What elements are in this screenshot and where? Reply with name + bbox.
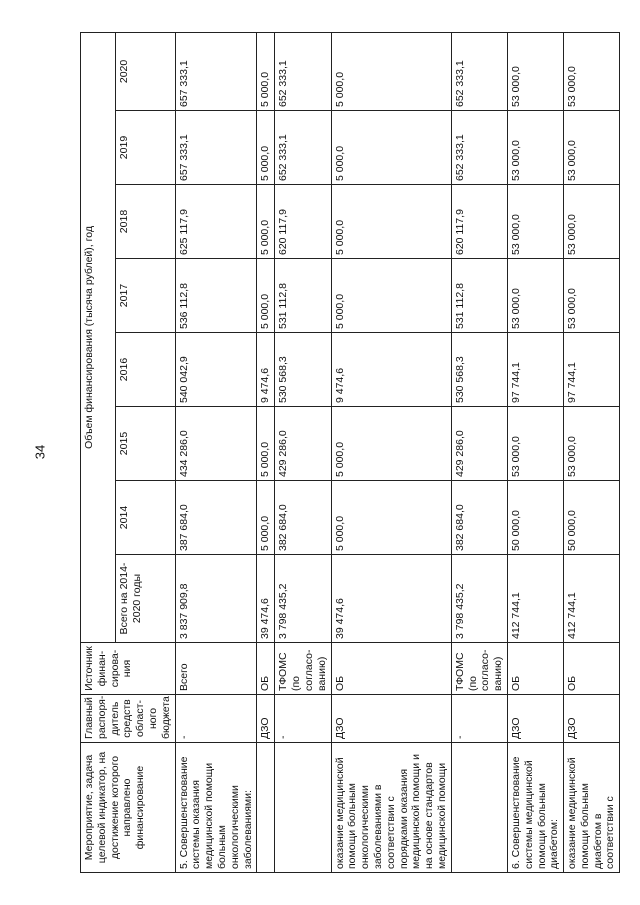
- row-total: 412 744,1: [507, 554, 563, 642]
- header-total: Всего на 2014-2020 годы: [115, 554, 175, 642]
- row-year-value: 5 000,0: [331, 32, 451, 110]
- row-measure: 6. Совершенствование системы медицинской помощи больным диабетом:: [507, 742, 563, 872]
- row-source: ОБ: [507, 642, 563, 694]
- row-year-value: 50 000,0: [564, 480, 620, 554]
- row-source: ТФОМС (по согласо-ванию): [451, 642, 507, 694]
- row-year-value: 429 286,0: [451, 406, 507, 480]
- row-year-value: 530 568,3: [451, 332, 507, 406]
- row-year-value: 620 117,9: [451, 184, 507, 258]
- row-year-value: 5 000,0: [257, 184, 275, 258]
- table-row: [451, 32, 507, 872]
- table-row: [507, 32, 563, 872]
- row-year-value: 9 474,6: [257, 332, 275, 406]
- header-year: 2018: [115, 184, 175, 258]
- row-measure: [451, 742, 507, 872]
- row-year-value: 9 474,6: [331, 332, 451, 406]
- row-source: ОБ: [564, 642, 620, 694]
- row-year-value: 53 000,0: [507, 258, 563, 332]
- row-year-value: 625 117,9: [175, 184, 257, 258]
- row-year-value: 434 286,0: [175, 406, 257, 480]
- row-year-value: 50 000,0: [507, 480, 563, 554]
- row-year-value: 5 000,0: [331, 110, 451, 184]
- row-year-value: 97 744,1: [564, 332, 620, 406]
- header-year: 2020: [115, 32, 175, 110]
- row-year-value: 5 000,0: [257, 110, 275, 184]
- header-year: 2016: [115, 332, 175, 406]
- row-total: 412 744,1: [564, 554, 620, 642]
- financing-table: [80, 31, 620, 872]
- row-source: ОБ: [331, 642, 451, 694]
- row-year-value: 652 333,1: [451, 32, 507, 110]
- row-manager: ДЗО: [331, 694, 451, 742]
- row-year-value: 536 112,8: [175, 258, 257, 332]
- row-year-value: 5 000,0: [257, 258, 275, 332]
- row-year-value: 652 333,1: [275, 32, 331, 110]
- row-source: ОБ: [257, 642, 275, 694]
- row-year-value: 652 333,1: [451, 110, 507, 184]
- row-measure: оказание медицинской помощи больным онкологическими заболеваниями в соответствии с порядками оказания медицинской помощи и на основе стандартов медицинской помощи: [331, 742, 451, 872]
- table-body: [175, 32, 620, 872]
- row-year-value: 540 042,9: [175, 332, 257, 406]
- row-year-value: 53 000,0: [564, 258, 620, 332]
- page-number: 34: [32, 444, 48, 460]
- row-year-value: 382 684,0: [451, 480, 507, 554]
- row-source: ТФОМС (по согласо-ванию): [275, 642, 331, 694]
- row-manager: -: [451, 694, 507, 742]
- row-total: 39 474,6: [257, 554, 275, 642]
- row-year-value: 53 000,0: [564, 32, 620, 110]
- row-year-value: 657 333,1: [175, 32, 257, 110]
- row-year-value: 53 000,0: [507, 110, 563, 184]
- row-year-value: 530 568,3: [275, 332, 331, 406]
- row-manager: ДЗО: [564, 694, 620, 742]
- row-year-value: 97 744,1: [507, 332, 563, 406]
- row-source: Всего: [175, 642, 257, 694]
- row-year-value: 53 000,0: [507, 184, 563, 258]
- row-manager: ДЗО: [507, 694, 563, 742]
- row-year-value: 5 000,0: [331, 258, 451, 332]
- header-measure: Мероприятие, задача целевой индикатор, на достижение которого направлено финансирование: [81, 742, 176, 872]
- row-total: 3 798 435,2: [275, 554, 331, 642]
- row-measure: [257, 742, 275, 872]
- row-year-value: 5 000,0: [257, 480, 275, 554]
- row-year-value: 53 000,0: [564, 406, 620, 480]
- row-year-value: 53 000,0: [564, 184, 620, 258]
- row-year-value: 5 000,0: [257, 406, 275, 480]
- row-manager: -: [275, 694, 331, 742]
- rotated-page: [80, 33, 617, 873]
- row-year-value: 5 000,0: [331, 184, 451, 258]
- header-manager: Главный распоря-дитель средств област-ного бюджета: [81, 694, 176, 742]
- row-year-value: 531 112,8: [451, 258, 507, 332]
- row-year-value: 382 684,0: [275, 480, 331, 554]
- row-total: 3 798 435,2: [451, 554, 507, 642]
- row-year-value: 531 112,8: [275, 258, 331, 332]
- header-source: Источник финан-сирова-ния: [81, 642, 176, 694]
- row-year-value: 5 000,0: [331, 480, 451, 554]
- row-manager: -: [175, 694, 257, 742]
- row-manager: ДЗО: [257, 694, 275, 742]
- header-volume: Объем финансирования (тысяча рублей), год: [81, 32, 116, 642]
- header-year: 2014: [115, 480, 175, 554]
- table-row: [564, 32, 620, 872]
- header-year: 2015: [115, 406, 175, 480]
- table-row: [331, 32, 451, 872]
- row-year-value: 657 333,1: [175, 110, 257, 184]
- row-year-value: 5 000,0: [331, 406, 451, 480]
- row-total: 39 474,6: [331, 554, 451, 642]
- row-year-value: 5 000,0: [257, 32, 275, 110]
- table-row: [275, 32, 331, 872]
- row-measure: оказание медицинской помощи больным диабетом в соответствии с: [564, 742, 620, 872]
- table-row: [257, 32, 275, 872]
- row-year-value: 429 286,0: [275, 406, 331, 480]
- header-year: 2017: [115, 258, 175, 332]
- row-measure: [275, 742, 331, 872]
- row-year-value: 387 684,0: [175, 480, 257, 554]
- row-year-value: 652 333,1: [275, 110, 331, 184]
- header-year: 2019: [115, 110, 175, 184]
- table-row: [175, 32, 257, 872]
- row-measure: 5. Совершенствование системы оказания медицинской помощи больным онкологическими заболеваниями:: [175, 742, 257, 872]
- row-year-value: 53 000,0: [564, 110, 620, 184]
- row-year-value: 53 000,0: [507, 406, 563, 480]
- row-year-value: 53 000,0: [507, 32, 563, 110]
- row-year-value: 620 117,9: [275, 184, 331, 258]
- row-total: 3 837 909,8: [175, 554, 257, 642]
